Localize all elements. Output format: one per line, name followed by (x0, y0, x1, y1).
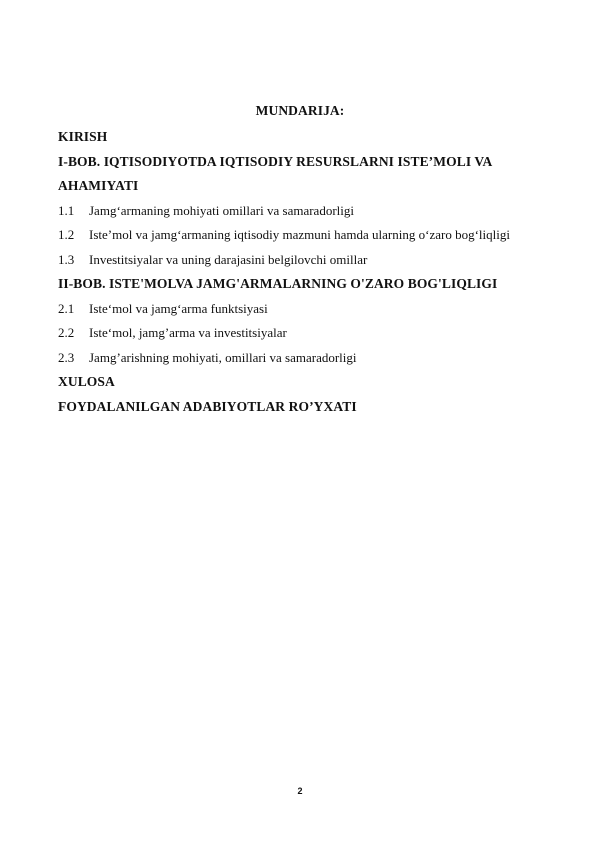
toc-section-1-1 (58, 199, 578, 224)
toc-heading-references (58, 395, 578, 420)
toc-heading-text: FOYDALANILGAN ADABIYOTLAR RO’YXATI (58, 398, 357, 414)
toc-heading-text: AHAMIYATI (58, 178, 139, 193)
toc-section-2-3 (58, 346, 578, 371)
toc-heading-text: I-BOB. IQTISODIYOTDA IQTISODIY RESURSLARNI ISTE’MOLI VA (58, 153, 493, 169)
toc-heading-text: XULOSA (58, 374, 115, 389)
toc-section-number: 2.2 (58, 325, 75, 340)
toc-heading-xulosa (58, 370, 578, 395)
toc-section-text: Jamg’arishning mohiyati, omillari va samaradorligi (89, 349, 357, 365)
toc-section-1-2 (58, 223, 578, 248)
toc-heading-text: KIRISH (58, 129, 108, 144)
toc-section-2-2 (58, 321, 578, 346)
toc-section-text: Jamg‘armaning mohiyati omillari va samaradorligi (89, 202, 354, 218)
toc-section-text: Iste’mol va jamg‘armaning iqtisodiy mazmuni hamda ularning o‘zaro bog‘liqligi (89, 227, 510, 242)
toc-heading-chapter-1-continued (58, 174, 578, 199)
toc-section-number: 1.3 (58, 251, 75, 267)
page-title: MUNDARIJA: (255, 103, 345, 118)
toc-section-number: 2.3 (58, 349, 75, 365)
toc-section-1-3 (58, 248, 578, 273)
toc-heading-kirish (58, 125, 578, 150)
toc-heading-chapter-1 (58, 150, 578, 175)
toc-section-2-1 (58, 297, 578, 322)
table-of-contents (58, 125, 578, 419)
page-number: 2 (297, 786, 303, 796)
toc-section-number: 1.2 (58, 227, 75, 242)
toc-section-number: 1.1 (58, 202, 75, 218)
toc-heading-text: II-BOB. ISTE'MOLVA JAMG'ARMALARNING O'ZARO BOG'LIQLIGI (58, 276, 498, 291)
toc-section-text: Iste‘mol va jamg‘arma funktsiyasi (89, 300, 268, 316)
toc-section-number: 2.1 (58, 300, 75, 316)
toc-heading-chapter-2 (58, 272, 578, 297)
toc-section-text: Investitsiyalar va uning darajasini belgilovchi omillar (89, 251, 368, 267)
toc-section-text: Iste‘mol, jamg’arma va investitsiyalar (89, 325, 287, 340)
